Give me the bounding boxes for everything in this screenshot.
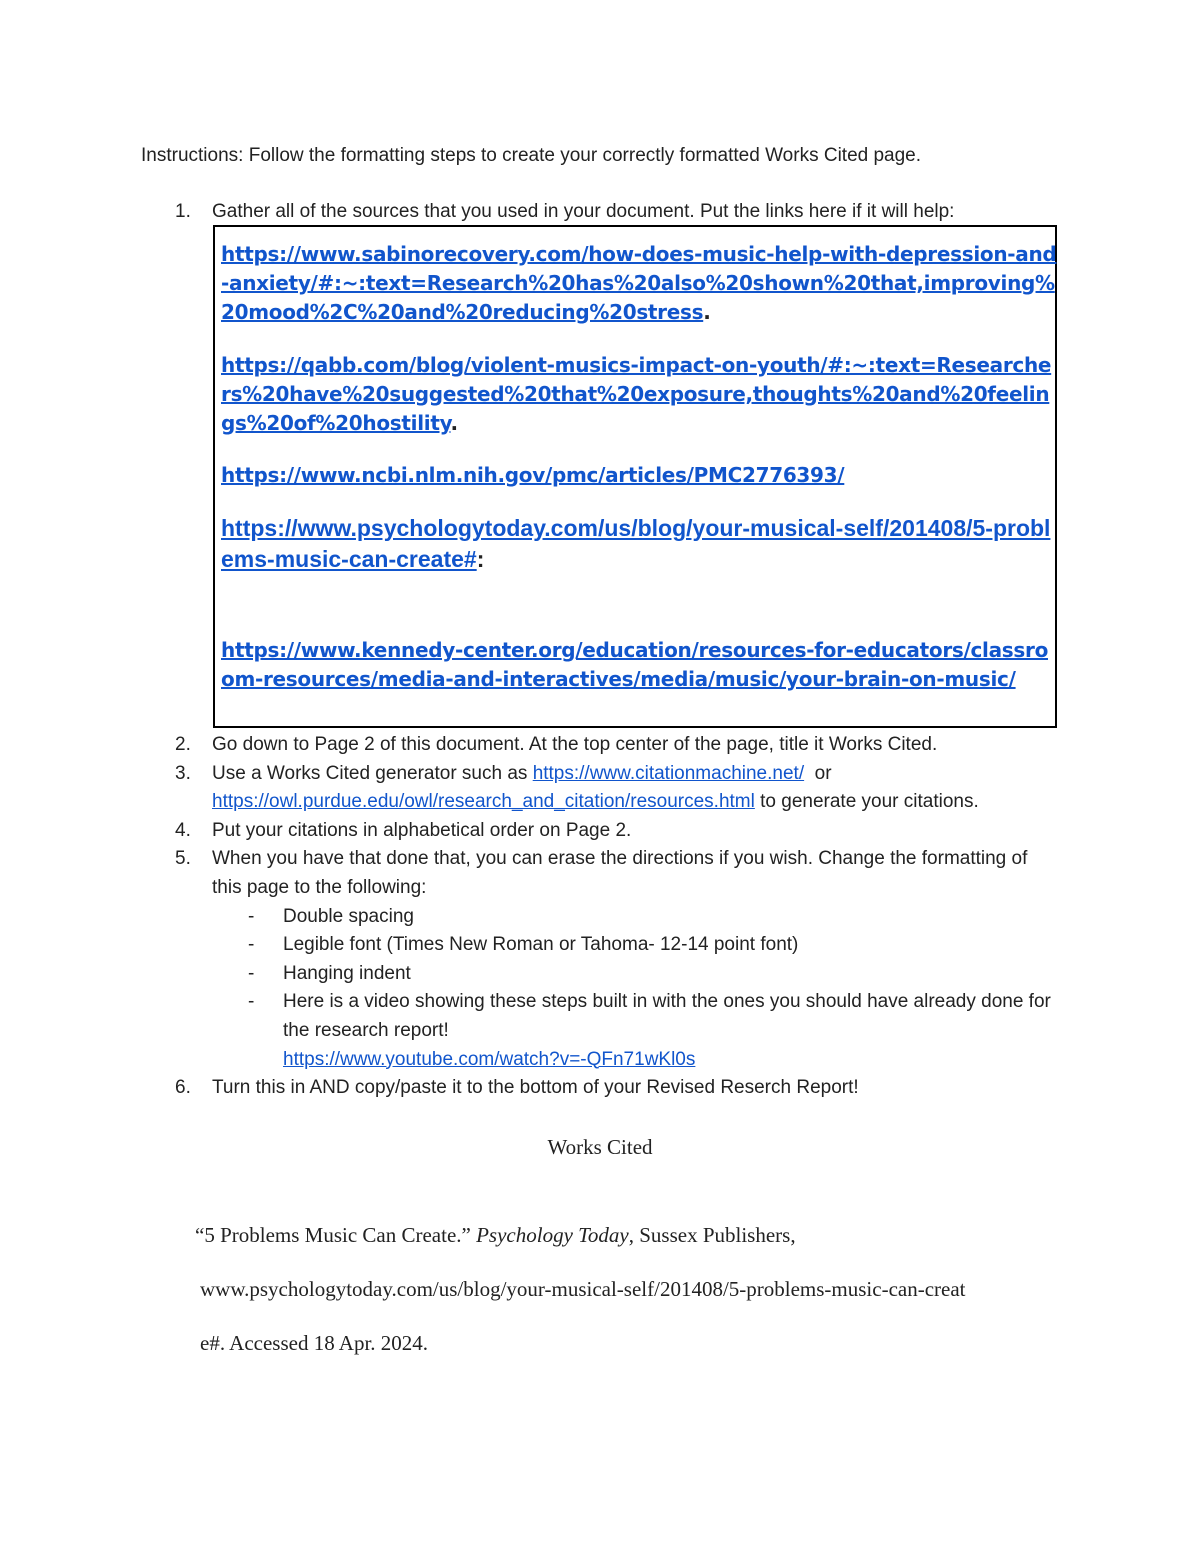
source-link-1[interactable]: https://www.sabinorecovery.com/how-does-music-help-with-depression-and-anxiety/#:~:text=Research%20has%20also%20shown%20that,improving%20mood%2C%20and%20reducing%20stress. bbox=[221, 242, 1057, 324]
source-link-3[interactable]: https://www.ncbi.nlm.nih.gov/pmc/articles/PMC2776393/ bbox=[221, 463, 845, 487]
citation-line-3: e#. Accessed 18 Apr. 2024. bbox=[200, 1331, 429, 1355]
source-links-box bbox=[213, 225, 1057, 728]
source-link-4[interactable]: https://www.psychologytoday.com/us/blog/your-musical-self/201408/5-problems-music-can-create#: bbox=[221, 515, 1051, 572]
step-number: 1. bbox=[175, 201, 191, 222]
step-text: Turn this in AND copy/paste it to the bottom of your Revised Reserch Report! bbox=[212, 1077, 859, 1099]
formatting-bullets bbox=[212, 903, 1061, 1075]
bullet-item: - Double spacing bbox=[248, 905, 414, 927]
step-3: 3. Use a Works Cited generator such as https://www.citationmachine.net/ or https://owl.purdue.edu/owl/research_and_citation/resources.html to generate your citations. bbox=[141, 760, 1061, 817]
citation-entry bbox=[195, 1208, 1075, 1370]
step-2 bbox=[141, 731, 1061, 760]
source-link-5[interactable]: https://www.kennedy-center.org/education/resources-for-educators/classroom-resources/media-and-interactives/media/music/your-brain-on-music/ bbox=[221, 638, 1049, 691]
bullet-item: - Here is a video showing these steps built in with the ones you should have already done for the research report! https://www.youtube.com/watch?v=-QFn71wKl0s bbox=[248, 991, 1051, 1070]
steps-list-continued bbox=[141, 731, 1061, 1103]
step-1 bbox=[141, 198, 1061, 225]
step-number: 5. bbox=[175, 848, 191, 870]
step-number: 4. bbox=[175, 819, 191, 841]
step-number: 3. bbox=[175, 762, 191, 784]
step-number: 2. bbox=[175, 734, 191, 755]
steps-list bbox=[141, 198, 1061, 225]
step-text: When you have that done that, you can erase the directions if you wish. Change the formatting of this page to the following: bbox=[212, 848, 1028, 898]
works-cited-title: Works Cited bbox=[547, 1135, 653, 1159]
bullet-item: - Legible font (Times New Roman or Tahoma- 12-14 point font) bbox=[248, 934, 799, 956]
youtube-video-link[interactable]: https://www.youtube.com/watch?v=-QFn71wKl0s bbox=[283, 1048, 696, 1070]
publication-title: Psychology Today bbox=[476, 1223, 629, 1247]
instructions-text: Instructions: Follow the formatting steps to create your correctly formatted Works Cited page. bbox=[141, 145, 922, 166]
step-5 bbox=[141, 845, 1061, 1074]
step-text: Gather all of the sources that you used in your document. Put the links here if it will help: bbox=[212, 201, 955, 222]
citation-line-1: “5 Problems Music Can Create.” Psychology Today, Sussex Publishers, bbox=[195, 1223, 796, 1247]
step-text: Put your citations in alphabetical order on Page 2. bbox=[212, 819, 632, 841]
step-4 bbox=[141, 817, 1061, 846]
step-number: 6. bbox=[175, 1077, 191, 1099]
purdue-owl-link[interactable]: https://owl.purdue.edu/owl/research_and_citation/resources.html bbox=[212, 791, 755, 813]
step-6 bbox=[141, 1074, 1061, 1103]
step-text: Go down to Page 2 of this document. At the top center of the page, title it Works Cited. bbox=[212, 734, 938, 755]
source-link-2[interactable]: https://qabb.com/blog/violent-musics-impact-on-youth/#:~:text=Researchers%20have%20suggested%20that%20exposure,thoughts%20and%20feelings%20of%20hostility. bbox=[221, 353, 1052, 435]
step-text: Use a Works Cited generator such as bbox=[212, 762, 533, 784]
citationmachine-link[interactable]: https://www.citationmachine.net/ bbox=[532, 762, 805, 784]
bullet-item: - Hanging indent bbox=[248, 962, 411, 984]
citation-url-line: www.psychologytoday.com/us/blog/your-musical-self/201408/5-problems-music-can-creat bbox=[200, 1277, 966, 1301]
